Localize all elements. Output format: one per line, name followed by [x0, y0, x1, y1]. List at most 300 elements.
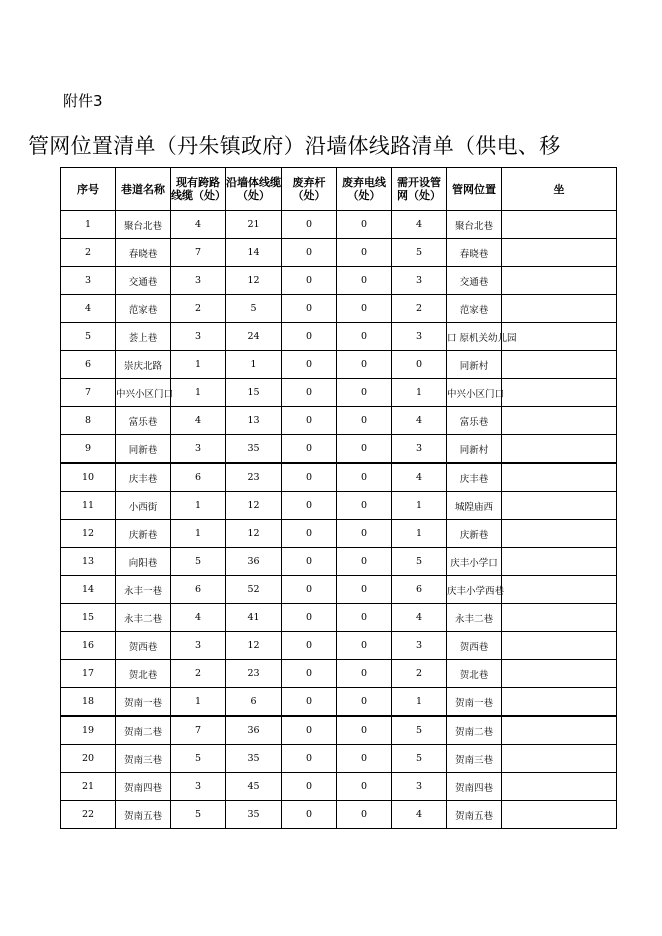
table-cell: [116, 520, 171, 548]
cell-text: 3: [194, 331, 202, 342]
table-cell: [61, 407, 116, 435]
cell-text: 荟上巷: [128, 332, 158, 344]
cell-text: 4: [84, 303, 92, 314]
table-cell: [226, 660, 282, 688]
cell-text: 0: [360, 556, 368, 567]
table-cell: [392, 267, 447, 295]
table-cell: [171, 295, 226, 323]
table-cell: [171, 407, 226, 435]
cell-text: 城隍庙西: [454, 501, 493, 513]
table-cell: [447, 463, 502, 492]
table-cell: [337, 773, 392, 801]
table-cell: [502, 632, 617, 660]
cell-text: 庆丰巷: [128, 473, 158, 485]
table-cell: [282, 492, 337, 520]
cell-text: 0: [305, 303, 313, 314]
table-cell: [171, 632, 226, 660]
table-cell: [337, 239, 392, 267]
cell-text: 0: [305, 528, 313, 539]
cell-text: 3: [415, 640, 423, 651]
table-cell: [226, 407, 282, 435]
cell-text: 7: [194, 247, 202, 258]
table-cell: [502, 351, 617, 379]
table-cell: [447, 435, 502, 464]
header-cell: 管网位置: [447, 168, 502, 211]
cell-text: 6: [194, 472, 202, 483]
cell-text: 1: [415, 500, 423, 511]
cell-text: 富乐巷: [128, 416, 158, 428]
cell-text: 0: [305, 556, 313, 567]
header-cell: 巷道名称: [116, 168, 171, 211]
cell-text: 2: [194, 668, 202, 679]
cell-text: 21: [247, 219, 260, 230]
table-cell: [392, 604, 447, 632]
table-cell: [502, 520, 617, 548]
table-cell: [116, 576, 171, 604]
table-cell: [282, 435, 337, 464]
cell-text: 24: [247, 331, 260, 342]
cell-text: 庆丰小学口: [450, 557, 498, 569]
cell-text: 0: [360, 500, 368, 511]
table-cell: [282, 351, 337, 379]
table-cell: [61, 801, 116, 829]
table-cell: [502, 745, 617, 773]
table-cell: [282, 463, 337, 492]
header-cell: 需开设管网（处）: [392, 168, 447, 211]
table-cell: [337, 323, 392, 351]
table-cell: [226, 492, 282, 520]
cell-text: 5: [415, 725, 423, 736]
cell-text: 41: [247, 612, 260, 623]
cell-text: 13: [247, 415, 260, 426]
table-cell: [116, 660, 171, 688]
table-cell: [392, 688, 447, 717]
table-cell: [392, 351, 447, 379]
table-cell: [61, 295, 116, 323]
cell-text: 0: [360, 753, 368, 764]
cell-text: 0: [305, 809, 313, 820]
cell-text: 13: [81, 556, 95, 567]
cell-text: 3: [415, 275, 423, 286]
table-container: [60, 167, 565, 829]
cell-text: 0: [305, 584, 313, 595]
table-cell: [447, 745, 502, 773]
table-cell: [171, 239, 226, 267]
table-cell: [226, 435, 282, 464]
cell-text: 36: [247, 556, 260, 567]
cell-text: 0: [305, 753, 313, 764]
cell-text: 5: [415, 556, 423, 567]
cell-text: 15: [247, 387, 260, 398]
table-cell: [447, 548, 502, 576]
table-cell: [447, 520, 502, 548]
cell-text: 18: [81, 696, 95, 707]
cell-text: 小西街: [128, 501, 158, 513]
cell-text: 35: [247, 809, 260, 820]
cell-text: 0: [305, 387, 313, 398]
table-cell: [337, 267, 392, 295]
cell-text: 0: [360, 809, 368, 820]
table-cell: [282, 520, 337, 548]
table-cell: [337, 351, 392, 379]
table-cell: [502, 660, 617, 688]
table-cell: [116, 239, 171, 267]
header-cell: 废弃杆（处）: [282, 168, 337, 211]
cell-text: 聚台北巷: [454, 220, 493, 232]
table-cell: [447, 773, 502, 801]
cell-text: 贺北巷: [128, 669, 158, 681]
cell-text: 同新村: [459, 360, 489, 372]
table-cell: [282, 323, 337, 351]
cell-text: 2: [415, 303, 423, 314]
table-cell: [392, 407, 447, 435]
table-cell: [226, 604, 282, 632]
table-cell: [447, 660, 502, 688]
table-cell: [447, 211, 502, 239]
cell-text: 0: [360, 696, 368, 707]
cell-text: 0: [360, 219, 368, 230]
table-cell: [502, 576, 617, 604]
cell-text: 春晓巷: [459, 248, 489, 260]
table-cell: [337, 295, 392, 323]
cell-text: 永丰一巷: [123, 585, 162, 597]
cell-text: 1: [194, 359, 202, 370]
table-cell: [502, 773, 617, 801]
table-cell: [116, 801, 171, 829]
table-cell: [61, 604, 116, 632]
table-cell: [116, 267, 171, 295]
cell-text: 0: [360, 443, 368, 454]
table-cell: [116, 604, 171, 632]
table-cell: [392, 463, 447, 492]
table-cell: [226, 773, 282, 801]
cell-text: 0: [305, 247, 313, 258]
table-row: [61, 604, 617, 632]
table-cell: [116, 323, 171, 351]
cell-text: 12: [247, 640, 260, 651]
table-cell: [337, 688, 392, 717]
table-cell: [116, 632, 171, 660]
table-cell: [226, 520, 282, 548]
table-cell: [116, 435, 171, 464]
cell-text: 贺南五巷: [454, 810, 493, 822]
table-cell: [171, 604, 226, 632]
cell-text: 35: [247, 753, 260, 764]
cell-text: 聚台北巷: [123, 220, 162, 232]
cell-text: 35: [247, 443, 260, 454]
table-cell: [447, 801, 502, 829]
table-cell: [337, 211, 392, 239]
cell-text: 14: [81, 584, 95, 595]
table-row: [61, 239, 617, 267]
table-cell: [226, 688, 282, 717]
table-cell: [116, 492, 171, 520]
table-cell: [116, 351, 171, 379]
cell-text: 贺南二巷: [454, 726, 493, 738]
cell-text: 2: [194, 303, 202, 314]
table-cell: [226, 351, 282, 379]
title-container: [0, 128, 662, 162]
cell-text: 贺南四巷: [454, 782, 493, 794]
table-row: [61, 548, 617, 576]
table-cell: [171, 435, 226, 464]
table-cell: [61, 492, 116, 520]
cell-text: 3: [84, 275, 92, 286]
table-cell: [61, 548, 116, 576]
table-cell: [61, 267, 116, 295]
cell-text: 贺南一巷: [454, 697, 493, 709]
cell-text: 富乐巷: [459, 416, 489, 428]
table-cell: [392, 323, 447, 351]
table-cell: [392, 548, 447, 576]
header-cell: 沿墙体线缆（处）: [226, 168, 282, 211]
cell-text: 0: [305, 443, 313, 454]
cell-text: 庆丰巷: [459, 473, 489, 485]
table-cell: [171, 492, 226, 520]
table-cell: [116, 745, 171, 773]
cell-text: 0: [305, 781, 313, 792]
table-cell: [61, 745, 116, 773]
table-cell: [171, 379, 226, 407]
cell-text: 0: [305, 219, 313, 230]
table-cell: [337, 379, 392, 407]
table-cell: [337, 801, 392, 829]
table-row: [61, 801, 617, 829]
table-cell: [61, 716, 116, 745]
cell-text: 贺西巷: [459, 641, 489, 653]
cell-text: 12: [247, 528, 260, 539]
cell-text: 6: [415, 584, 423, 595]
cell-text: 0: [305, 640, 313, 651]
cell-text: 庆新巷: [459, 529, 489, 541]
table-cell: [337, 548, 392, 576]
table-cell: [447, 688, 502, 717]
cell-text: 5: [250, 303, 257, 314]
table-cell: [502, 295, 617, 323]
cell-text: 6: [250, 696, 257, 707]
table-cell: [171, 745, 226, 773]
cell-text: 4: [194, 415, 202, 426]
cell-text: 6: [84, 359, 92, 370]
table-cell: [392, 576, 447, 604]
table-cell: [337, 463, 392, 492]
cell-text: 19: [81, 725, 95, 736]
table-cell: [502, 379, 617, 407]
table-cell: [116, 716, 171, 745]
cell-text: 4: [415, 809, 423, 820]
document-title: 管网位置清单（丹朱镇政府）沿墙体线路清单（供电、移: [28, 134, 561, 158]
table-cell: [226, 576, 282, 604]
table-cell: [226, 548, 282, 576]
cell-text: 0: [360, 584, 368, 595]
cell-text: 0: [360, 387, 368, 398]
table-cell: [447, 295, 502, 323]
cell-text: 0: [360, 247, 368, 258]
table-cell: [61, 239, 116, 267]
cell-text: 5: [415, 247, 423, 258]
table-cell: [392, 435, 447, 464]
cell-text: 0: [360, 331, 368, 342]
cell-text: 22: [81, 809, 95, 820]
table-cell: [392, 492, 447, 520]
cell-text: 15: [81, 612, 95, 623]
cell-text: 23: [247, 668, 260, 679]
table-cell: [447, 379, 505, 407]
cell-text: 20: [81, 753, 95, 764]
cell-text: 贺西巷: [128, 641, 158, 653]
table-cell: [392, 632, 447, 660]
cell-text: 永丰二巷: [454, 613, 493, 625]
cell-text: 10: [81, 472, 95, 483]
table-row: [61, 773, 617, 801]
table-cell: [61, 379, 116, 407]
table-cell: [171, 576, 226, 604]
cell-text: 1: [415, 387, 423, 398]
table-cell: [61, 773, 116, 801]
cell-text: 4: [415, 472, 423, 483]
table-cell: [502, 548, 617, 576]
table-row: [61, 323, 617, 351]
table-cell: [226, 632, 282, 660]
table-cell: [61, 660, 116, 688]
table-cell: [282, 688, 337, 717]
table-cell: [226, 295, 282, 323]
table-cell: [502, 407, 617, 435]
table-cell: [502, 492, 617, 520]
cell-text: 14: [247, 247, 260, 258]
table-row: [61, 379, 617, 407]
table-cell: [61, 323, 116, 351]
cell-text: 贺南一巷: [123, 697, 162, 709]
table-cell: [61, 632, 116, 660]
cell-text: 52: [247, 584, 260, 595]
cell-text: 0: [360, 275, 368, 286]
table-cell: [282, 379, 337, 407]
cell-text: 1: [194, 387, 202, 398]
table-cell: [282, 576, 337, 604]
cell-text: 21: [81, 781, 95, 792]
table-cell: [116, 295, 171, 323]
table-cell: [392, 745, 447, 773]
cell-text: 5: [194, 809, 202, 820]
cell-text: 永丰二巷: [123, 613, 162, 625]
cell-text: 3: [194, 781, 202, 792]
table-cell: [282, 267, 337, 295]
cell-text: 向阳巷: [128, 557, 158, 569]
table-cell: [282, 716, 337, 745]
table-cell: [171, 773, 226, 801]
table-cell: [116, 211, 171, 239]
table-cell: [392, 660, 447, 688]
table-cell: [282, 801, 337, 829]
table-cell: [337, 660, 392, 688]
table-cell: [282, 407, 337, 435]
table-cell: [226, 267, 282, 295]
table-cell: [226, 716, 282, 745]
cell-text: 2: [84, 247, 92, 258]
cell-text: 1: [194, 500, 202, 511]
table-cell: [116, 379, 174, 407]
table-cell: [171, 548, 226, 576]
cell-text: 7: [84, 387, 92, 398]
cell-text: 庆新巷: [128, 529, 158, 541]
table-cell: [226, 323, 282, 351]
table-row: [61, 520, 617, 548]
cell-text: 3: [194, 640, 202, 651]
header-cell: 坐: [502, 168, 617, 211]
table-cell: [392, 239, 447, 267]
table-cell: [226, 463, 282, 492]
table-cell: [116, 548, 171, 576]
table-row: [61, 351, 617, 379]
cell-text: 贺南二巷: [123, 726, 162, 738]
table-row: [61, 435, 617, 464]
table-cell: [337, 576, 392, 604]
table-cell: [392, 716, 447, 745]
table-cell: [447, 632, 502, 660]
table-cell: [171, 323, 226, 351]
table-cell: [502, 801, 617, 829]
table-cell: [171, 801, 226, 829]
table-row: [61, 632, 617, 660]
table-cell: [447, 492, 502, 520]
table-cell: [226, 211, 282, 239]
table-cell: [282, 239, 337, 267]
table-cell: [502, 688, 617, 717]
table-cell: [171, 716, 226, 745]
table-cell: [282, 773, 337, 801]
table-row: [61, 211, 617, 239]
cell-text: 12: [81, 528, 95, 539]
table-cell: [116, 773, 171, 801]
table-cell: [392, 801, 447, 829]
header-cell: 序号: [61, 168, 116, 211]
table-row: [61, 295, 617, 323]
table-cell: [337, 407, 392, 435]
cell-text: 17: [81, 668, 95, 679]
table-cell: [447, 323, 517, 351]
table-row: [61, 660, 617, 688]
table-cell: [447, 407, 502, 435]
table-cell: [502, 239, 617, 267]
cell-text: 45: [247, 781, 260, 792]
table-cell: [171, 688, 226, 717]
cell-text: 0: [305, 500, 313, 511]
cell-text: 0: [360, 725, 368, 736]
cell-text: 0: [305, 275, 313, 286]
cell-text: 6: [194, 584, 202, 595]
cell-text: 0: [305, 472, 313, 483]
table-cell: [337, 492, 392, 520]
cell-text: 0: [360, 668, 368, 679]
cell-text: 4: [415, 219, 423, 230]
table-cell: [337, 435, 392, 464]
table-row: [61, 688, 617, 717]
header-cell: 废弃电线（处）: [337, 168, 392, 211]
cell-text: 0: [360, 359, 368, 370]
table-cell: [61, 435, 116, 464]
table-cell: [171, 211, 226, 239]
cell-text: 36: [247, 725, 260, 736]
cell-text: 贺南五巷: [123, 810, 162, 822]
table-cell: [282, 295, 337, 323]
table-cell: [392, 379, 447, 407]
cell-text: 范家巷: [459, 304, 489, 316]
cell-text: 23: [247, 472, 260, 483]
cell-text: 范家巷: [128, 304, 158, 316]
cell-text: 4: [415, 612, 423, 623]
cell-text: 3: [415, 781, 423, 792]
